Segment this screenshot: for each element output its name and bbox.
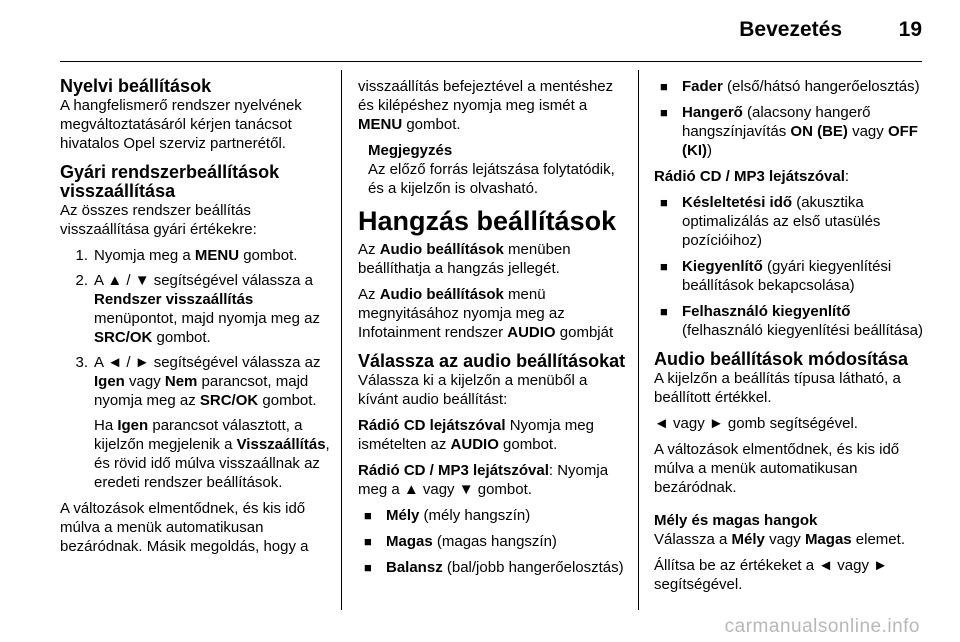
heading-bass-treble: Mély és magas hangok <box>654 512 818 529</box>
text-run: vagy <box>764 531 805 548</box>
step-number: 2. <box>75 272 88 289</box>
step-bold: MENU <box>194 247 240 264</box>
paragraph-sound-2 <box>358 285 626 342</box>
text-bold: Mély <box>731 531 765 548</box>
column-divider-2 <box>638 70 639 610</box>
steps-list <box>60 246 332 492</box>
step-bold: SRC/OK <box>94 329 153 346</box>
bullet-item <box>654 257 924 295</box>
text-run: Az <box>358 241 380 258</box>
watermark: carmanualsonline.info <box>724 616 920 637</box>
step-bold: Rendszer visszaállítás <box>94 291 254 308</box>
page-number: 19 <box>898 18 922 41</box>
step-text: , és rövid idő múlva visszaállnak az eredeti rendszer beállítások. <box>94 436 330 491</box>
bullet-square-icon: ■ <box>364 560 372 575</box>
bullet-item <box>358 558 626 577</box>
text-run: (akusztika optimalizálás az első utasülés pozícióihoz) <box>682 194 881 249</box>
step-text: gombot. <box>152 329 211 346</box>
step-text: Nyomja meg a <box>94 247 195 264</box>
step-2 <box>60 271 332 347</box>
step-3 <box>60 353 332 492</box>
step-number: 3. <box>75 354 88 371</box>
column-3 <box>654 77 924 601</box>
paragraph-sound-1 <box>358 240 626 278</box>
step-bold: Igen <box>117 417 149 434</box>
text-run: (alacsony hangerő hangszínjavítás <box>682 104 871 140</box>
bullet-item <box>654 77 924 96</box>
bullet-item <box>358 532 626 551</box>
page-header-title: Bevezetés <box>739 18 842 41</box>
text-bold: ON (BE) <box>790 123 848 140</box>
text-bold: Kiegyenlítő <box>682 258 763 275</box>
text-run: (magas hangszín) <box>432 533 557 550</box>
heading-select-audio: Válassza az audio beállításokat <box>358 351 626 371</box>
text-bold: Hangerő <box>682 104 743 121</box>
step-text: parancsot választott, a kijelzőn megjelenik a <box>94 417 303 453</box>
paragraph-modify-2: ◄ vagy ► gomb segítségével. <box>654 415 858 432</box>
step-bold: Visszaállítás <box>236 436 326 453</box>
heading-language-settings: Nyelvi beállítások <box>60 76 212 96</box>
text-bold: Rádió CD / MP3 lejátszóval <box>654 168 845 185</box>
text-bold: Késleltetési idő <box>682 194 793 211</box>
paragraph-continuation <box>358 77 626 134</box>
text-run: (bal/jobb hangerőelosztás) <box>442 559 624 576</box>
paragraph-cd-player <box>358 416 626 454</box>
bullet-square-icon: ■ <box>660 195 668 210</box>
step-text: menüpontot, majd nyomja meg az <box>94 310 320 327</box>
text-run: gombját <box>555 324 614 341</box>
text-run: (felhasználó kiegyenlítési beállítása) <box>682 322 923 339</box>
bullet-square-icon: ■ <box>660 79 668 94</box>
column-2 <box>358 77 626 584</box>
text-bold: Rádió CD / MP3 lejátszóval <box>358 462 549 479</box>
heading-sound-settings: Hangzás beállítások <box>358 206 617 236</box>
step-text: A ◄ / ► segítségével válassza az <box>94 354 321 371</box>
paragraph-mp3-player <box>654 167 924 186</box>
text-bold: Fader <box>682 78 723 95</box>
paragraph-factory-reset: Az összes rendszer beállítás visszaállítása gyári értékekre: <box>60 202 257 238</box>
text-run: (gyári kiegyenlítési beállítások bekapcsolása) <box>682 258 892 294</box>
text-run: ) <box>707 142 712 159</box>
column-divider-1 <box>341 70 342 610</box>
text-run: gombot. <box>498 436 558 453</box>
step-1 <box>60 246 332 265</box>
column-1 <box>60 77 332 563</box>
text-bold: OFF (KI) <box>682 123 918 159</box>
step-bold: Nem <box>164 373 198 390</box>
text-run: gombot. <box>402 116 461 133</box>
text-run: menüben beállíthatja a hangzás jellegét. <box>358 241 571 277</box>
bullet-item <box>654 193 924 250</box>
text-run: (mély hangszín) <box>419 507 531 524</box>
text-run: Nyomja meg ismételten az <box>358 417 594 453</box>
step-text: parancsot, majd nyomja meg az <box>94 373 309 409</box>
text-bold: Magas <box>386 533 433 550</box>
step-3-result <box>94 416 332 492</box>
bullet-square-icon: ■ <box>660 259 668 274</box>
bullet-square-icon: ■ <box>364 534 372 549</box>
bullet-item <box>654 302 924 340</box>
bullet-item <box>654 103 924 160</box>
text-bold: Felhasználó kiegyenlítő <box>682 303 851 320</box>
text-bold: MENU <box>358 116 403 133</box>
step-text: A ▲ / ▼ segítségével válassza a <box>94 272 313 289</box>
text-run: (első/hátsó hangerőelosztás) <box>722 78 920 95</box>
heading-factory-reset: Gyári rendszerbeállítások visszaállítása <box>60 162 280 201</box>
text-bold: Audio beállítások <box>379 241 504 258</box>
paragraph-language: A hangfelismerő rendszer nyelvének megváltoztatásáról kérjen tanácsot hivatalos Opel szerviz partnerétől. <box>60 97 302 152</box>
step-bold: SRC/OK <box>199 392 259 409</box>
text-run: Válassza a <box>654 531 732 548</box>
step-text: gombot. <box>239 247 298 264</box>
bullet-square-icon: ■ <box>660 304 668 319</box>
paragraph-select-audio: Válassza ki a kijelzőn a menüből a kívánt audio beállítást: <box>358 372 588 408</box>
text-run: Az <box>358 286 380 303</box>
text-run: menü megnyitásához nyomja meg az Infotainment rendszer <box>358 286 565 341</box>
step-text: gombot. <box>258 392 317 409</box>
step-bold: Igen <box>94 373 125 390</box>
heading-modify-audio: Audio beállítások módosítása <box>654 349 909 369</box>
note-text: Az előző forrás lejátszása folytatódik, és a kijelzőn is olvasható. <box>368 161 615 197</box>
paragraph-mp3-player <box>358 461 626 499</box>
text-bold: Magas <box>804 531 852 548</box>
note-title: Megjegyzés <box>368 142 453 159</box>
paragraph-bass-1 <box>654 530 924 549</box>
text-bold: AUDIO <box>450 436 499 453</box>
paragraph-bass-2: Állítsa be az értékeket a ◄ vagy ► segítségével. <box>654 557 888 593</box>
paragraph-changes-saved: A változások elmentődnek, és kis idő múlva a menük automatikusan bezáródnak. Másik megoldás, hogy a <box>60 500 309 555</box>
header-divider <box>60 61 922 62</box>
text-run: visszaállítás befejeztével a mentéshez és kilépéshez nyomja meg ismét a <box>358 78 614 114</box>
text-bold: Mély <box>386 507 420 524</box>
step-text: vagy <box>124 373 165 390</box>
text-bold: AUDIO <box>507 324 556 341</box>
step-number: 1. <box>75 247 88 264</box>
bullet-item <box>358 506 626 525</box>
text-bold: Audio beállítások <box>379 286 504 303</box>
text-bold: Balansz <box>386 559 443 576</box>
note-box <box>358 141 626 198</box>
text-run: vagy <box>847 123 888 140</box>
step-text: Ha <box>94 417 118 434</box>
text-run: : Nyomja meg a ▲ vagy ▼ gombot. <box>358 462 609 498</box>
paragraph-modify-3: A változások elmentődnek, és kis idő múlva a menük automatikusan bezáródnak. <box>654 441 900 496</box>
bullet-square-icon: ■ <box>660 105 668 120</box>
text-bold: Rádió CD lejátszóval <box>358 417 506 434</box>
bullet-square-icon: ■ <box>364 508 372 523</box>
text-run: : <box>844 168 850 185</box>
paragraph-modify-1: A kijelzőn a beállítás típusa látható, a beállított értékkel. <box>654 370 901 406</box>
text-run: elemet. <box>851 531 905 548</box>
